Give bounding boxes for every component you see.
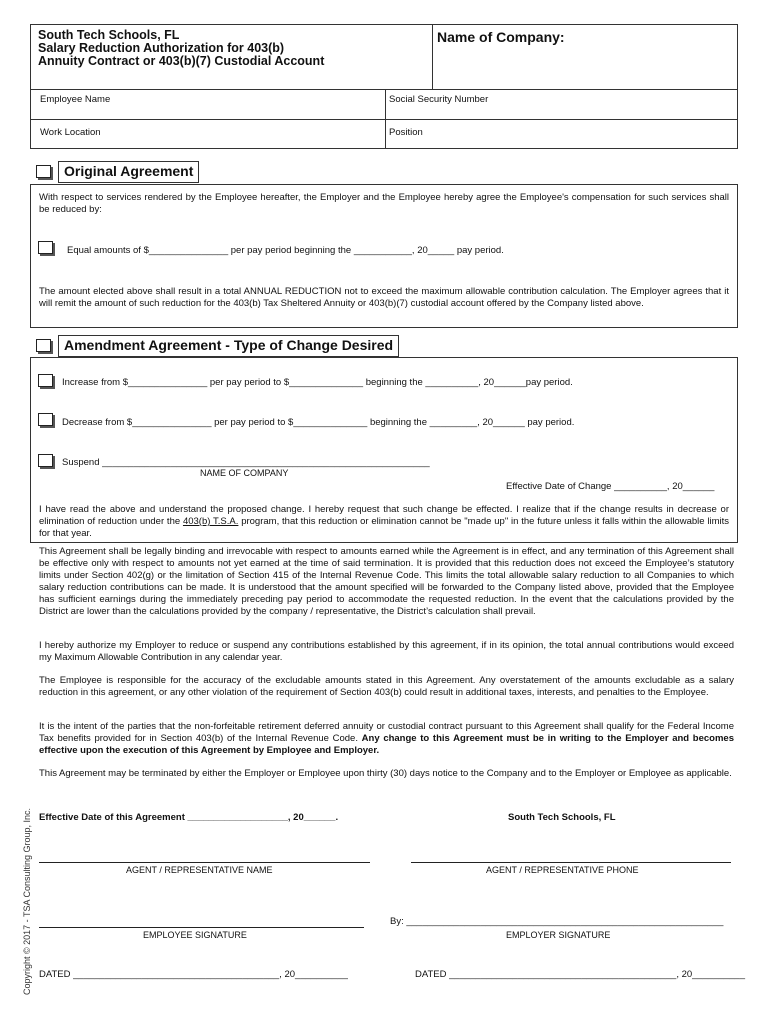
- employee-name-field[interactable]: Employee Name: [40, 94, 111, 105]
- employee-info-divider-v: [385, 89, 386, 149]
- increase-line[interactable]: Increase from $_______________ per pay period to $______________ beginning the __________, 20______pay period.: [62, 377, 573, 388]
- acknowledgement-text: I have read the above and understand the proposed change. I hereby request that such change be effected. I realize that if the change results in decrease or elimination of reduction under the 403(b) T.S.A. program, that this reduction or elimination cannot be "made up" in the future unless it falls within the allowable limits for that year.: [39, 504, 729, 539]
- form-title-2: Salary Reduction Authorization for 403(b): [38, 41, 285, 55]
- terms-paragraph-1: This Agreement shall be legally binding and irrevocable with respect to amounts earned while the Agreement is in effect, and any termination of this Agreement shall be effective only with respect to amounts not yet earned at the time of said termination. It is provided that this reduction does not exceed the Employee’s statutory limits under Section 402(g) or the limitation of Section 415 of the Internal Revenue Code. This limits the total allowable salary reduction to all Companies to which salary reduction contributions can be made. It is understood that the amount specified will be forwarded to the Company listed above, provided that the Employee has sufficient earnings during the immediately preceding pay period to accommodate the requested reduction. In the event that the calculations provided by the District are lower than the calculations provided by the company / representative, the District’s calculation shall prevail.: [39, 546, 734, 617]
- equal-amounts-line[interactable]: Equal amounts of $_______________ per pay period beginning the ___________, 20_____ pay period.: [67, 245, 504, 256]
- increase-checkbox[interactable]: [38, 374, 53, 387]
- company-name-label: Name of Company:: [437, 29, 565, 45]
- employee-signature-caption: EMPLOYEE SIGNATURE: [143, 930, 247, 940]
- equal-amounts-checkbox[interactable]: [38, 241, 53, 254]
- terms-paragraph-4: It is the intent of the parties that the non-forfeitable retirement deferred annuity or custodial contract pursuant to this Agreement shall qualify for the Federal Income Tax benefits provided for in Section 403(b) of the Internal Revenue Code. Any change to this Agreement must be in writing to the Employer and becomes effective upon the execution of this Agreement by Employee and Employer.: [39, 721, 734, 756]
- decrease-line[interactable]: Decrease from $_______________ per pay period to $______________ beginning the _________, 20______ pay period.: [62, 417, 575, 428]
- suspend-checkbox[interactable]: [38, 454, 53, 467]
- agent-name-caption: AGENT / REPRESENTATIVE NAME: [126, 865, 273, 875]
- tsa-link: 403(b) T.S.A.: [182, 516, 239, 527]
- terms-paragraph-5: This Agreement may be terminated by either the Employer or Employee upon thirty (30) days notice to the Company and to the Employer or Employee as applicable.: [39, 768, 732, 779]
- copyright-text: Copyright © 2017 - TSA Consulting Group, Inc.: [22, 807, 32, 995]
- amendment-agreement-checkbox[interactable]: [36, 339, 51, 352]
- decrease-checkbox[interactable]: [38, 413, 53, 426]
- employer-signature-caption: EMPLOYER SIGNATURE: [506, 930, 611, 940]
- name-of-company-caption: NAME OF COMPANY: [200, 468, 289, 478]
- ssn-field[interactable]: Social Security Number: [389, 94, 489, 105]
- school-name: South Tech Schools, FL: [508, 812, 616, 823]
- annual-reduction-text: The amount elected above shall result in a total ANNUAL REDUCTION not to exceed the maximum allowable contribution calculation. The Employer agrees that it will remit the amount of such reduction for the 403(b) Tax Sheltered Annuity or 403(b)(7) custodial account offered by the Company listed above.: [39, 286, 729, 309]
- position-field[interactable]: Position: [389, 127, 423, 138]
- original-intro-text: With respect to services rendered by the Employee hereafter, the Employer and the Employee hereby agree the Employee's compensation for such services shall be reduced by:: [39, 192, 729, 215]
- employee-signature-line[interactable]: [39, 927, 364, 928]
- dated-left[interactable]: DATED _______________________________________, 20__________: [39, 969, 348, 980]
- terms-paragraph-2: I hereby authorize my Employer to reduce or suspend any contributions established by this agreement, if in its opinion, the total annual contributions would exceed my Maximum Allowable Contribution in any calendar year.: [39, 640, 734, 663]
- employee-info-divider-h: [30, 119, 738, 120]
- agent-phone-line[interactable]: [411, 862, 731, 863]
- form-title-1: South Tech Schools, FL: [38, 28, 180, 42]
- amendment-agreement-title: Amendment Agreement - Type of Change Desired: [58, 335, 399, 357]
- original-agreement-title: Original Agreement: [58, 161, 199, 183]
- effective-date-agreement[interactable]: Effective Date of this Agreement ___________________, 20______.: [39, 812, 339, 823]
- header-divider: [432, 24, 433, 90]
- work-location-field[interactable]: Work Location: [40, 127, 101, 138]
- suspend-line[interactable]: Suspend ______________________________________________________________: [62, 457, 430, 468]
- original-agreement-checkbox[interactable]: [36, 165, 51, 178]
- employer-by-line[interactable]: By: ____________________________________________________________: [390, 916, 724, 927]
- effective-date-of-change[interactable]: Effective Date of Change __________, 20______: [506, 481, 715, 492]
- agent-phone-caption: AGENT / REPRESENTATIVE PHONE: [486, 865, 639, 875]
- terms-paragraph-3: The Employee is responsible for the accuracy of the excludable amounts stated in this Agreement. Any overstatement of the amounts excludable as a salary reduction in this agreement, or any other violation of the requirement of Section 403(b) could result in additional taxes, interests, and penalties to the Employee.: [39, 675, 734, 698]
- dated-right[interactable]: DATED ___________________________________________, 20__________: [415, 969, 745, 980]
- form-title-3: Annuity Contract or 403(b)(7) Custodial Account: [38, 54, 325, 68]
- agent-name-line[interactable]: [39, 862, 370, 863]
